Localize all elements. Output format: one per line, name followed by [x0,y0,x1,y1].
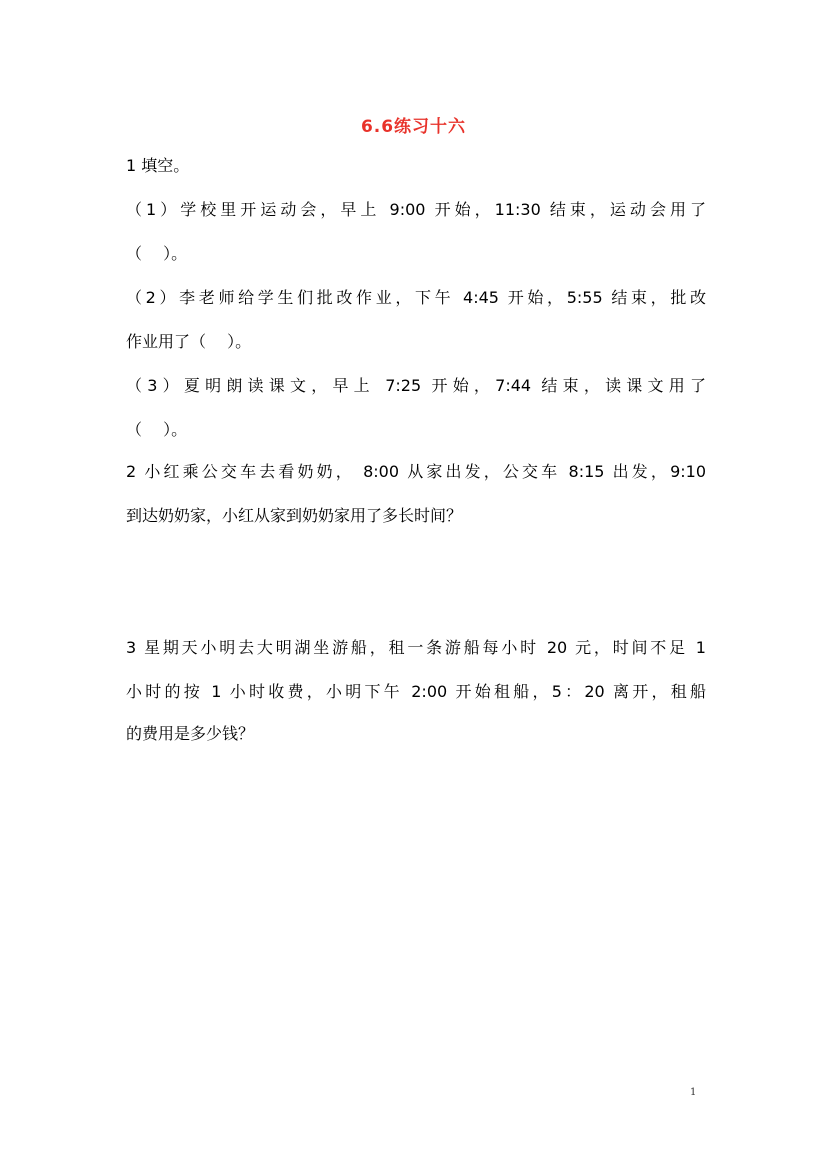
question-3-line-1: 3 星期天小明去大明湖坐游船，租一条游船每小时 20 元，时间不足 1 [126,638,706,657]
question-1-1-line-1: （1）学校里开运动会，早上 9:00 开始，11:30 结束，运动会用了 [126,200,706,219]
question-1-2-line-1: （2）李老师给学生们批改作业，下午 4:45 开始，5:55 结束，批改 [126,288,706,307]
section-1-heading: 1 填空。 [126,156,190,175]
page-title: 6.6练习十六 [360,117,467,137]
question-2-line-1: 2 小红乘公交车去看奶奶， 8:00 从家出发，公交车 8:15 出发，9:10 [126,462,706,481]
question-1-1-line-2: （ ）。 [126,244,188,263]
question-1-3-line-2: （ ）。 [126,420,188,439]
question-2-line-2: 到达奶奶家，小红从家到奶奶家用了多长时间？ [126,506,463,525]
question-1-3-line-1: （3）夏明朗读课文，早上 7:25 开始，7:44 结束，读课文用了 [126,376,706,395]
question-3-line-2: 小时的按 1 小时收费，小明下午 2:00 开始租船，5：20 离开，租船 [126,682,706,701]
question-1-2-line-2: 作业用了（ ）。 [126,332,252,351]
page-number: 1 [690,1087,697,1098]
question-3-line-3: 的费用是多少钱？ [126,724,255,743]
